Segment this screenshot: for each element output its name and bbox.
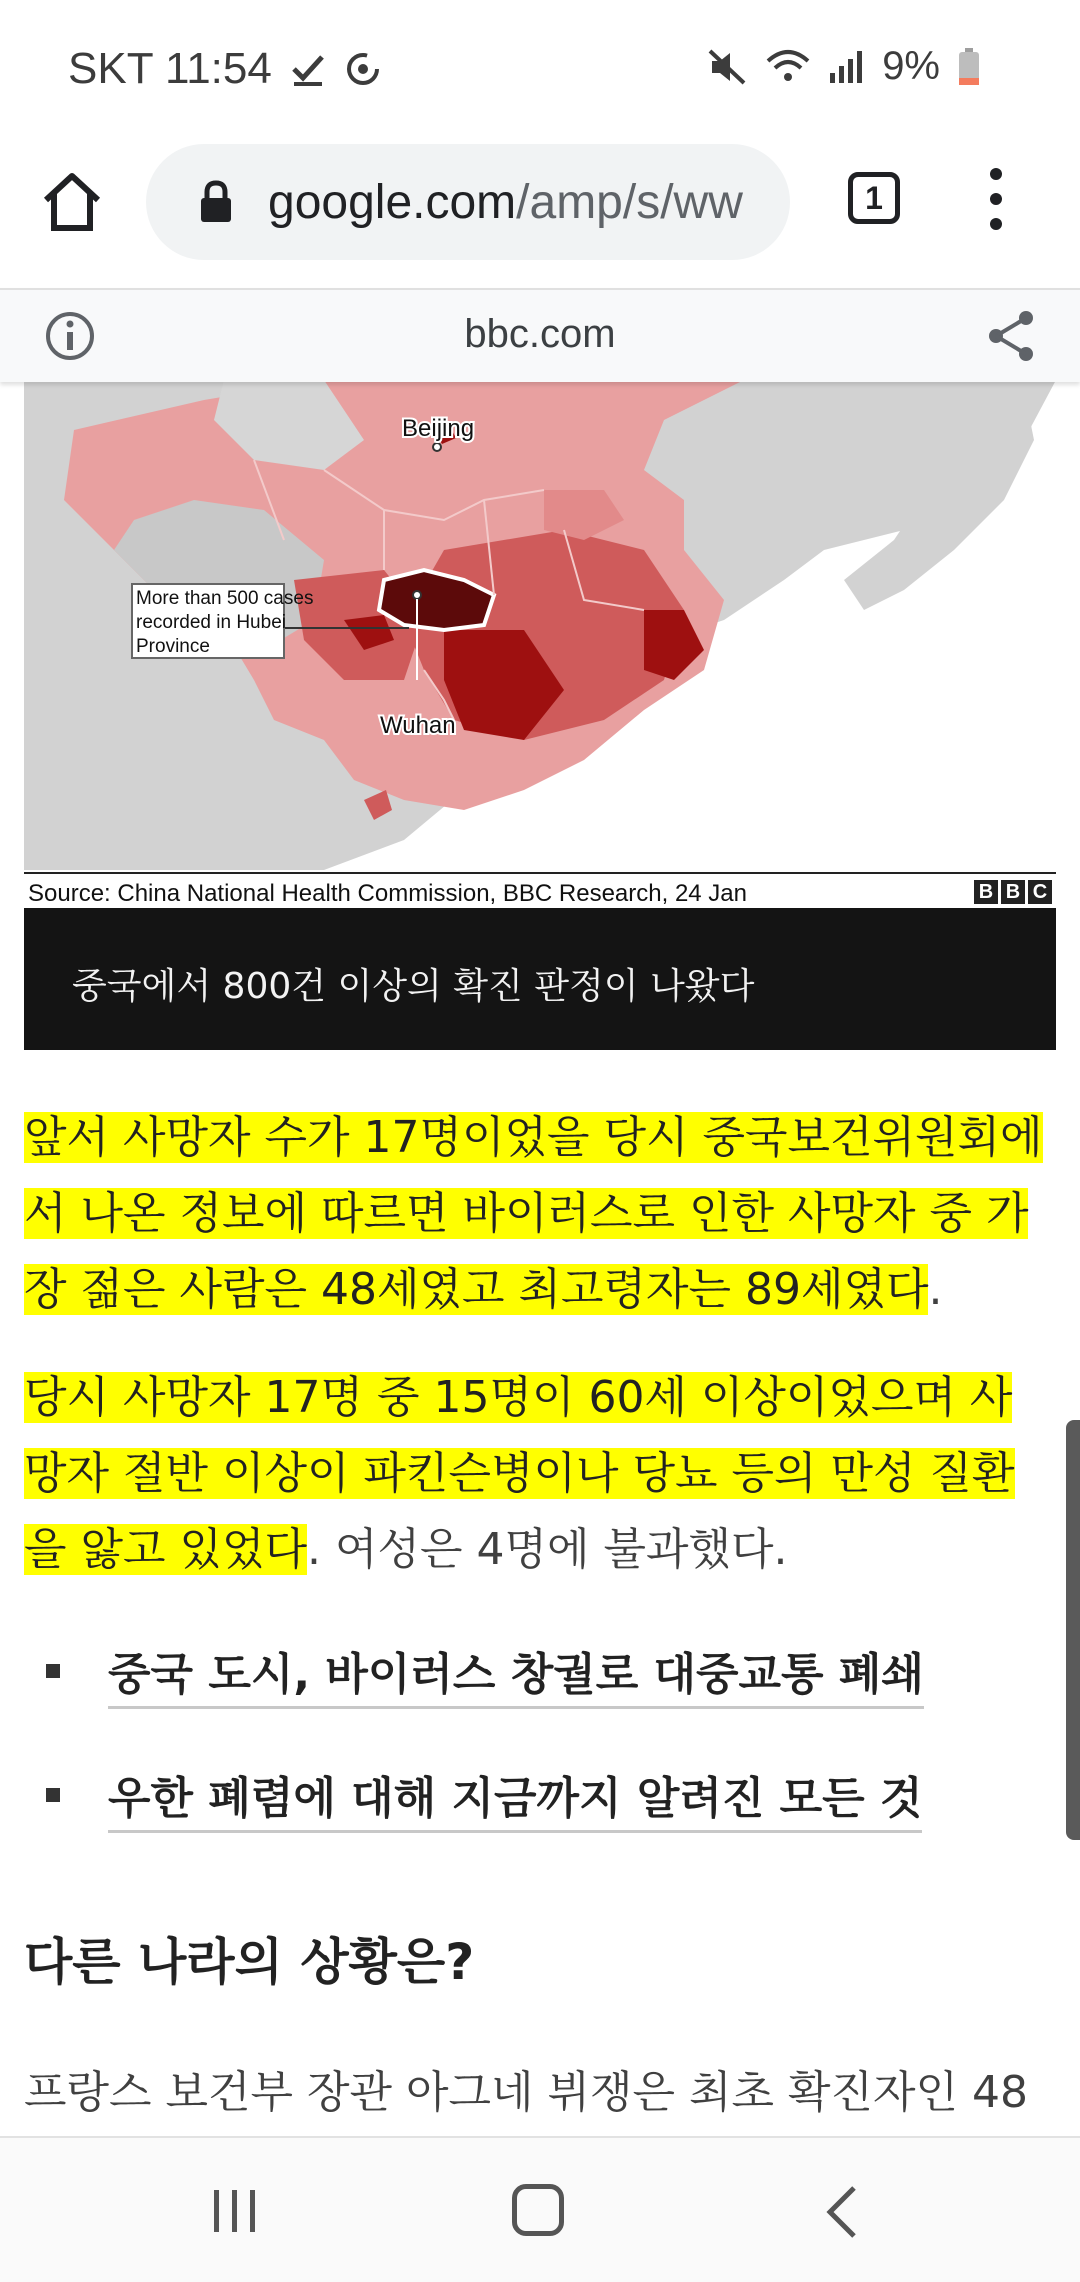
amp-domain[interactable]: bbc.com xyxy=(464,312,616,356)
amp-header-bar xyxy=(0,288,1080,382)
related-link-item xyxy=(24,1638,1044,1762)
related-links xyxy=(24,1638,1044,1886)
url-bar[interactable] xyxy=(146,144,790,260)
recent-apps-icon[interactable] xyxy=(210,2186,260,2236)
carrier-time: SKT 11:54 xyxy=(68,44,272,93)
callout-line: Province xyxy=(136,636,210,657)
paragraph-tail: . 여성은 4명에 불과했다. xyxy=(307,1524,788,1575)
sync-icon xyxy=(344,50,382,88)
system-nav-bar xyxy=(0,2136,1080,2282)
battery-percent: 9% xyxy=(882,44,940,88)
bbc-logo xyxy=(974,880,1052,904)
scrollbar-thumb[interactable] xyxy=(1066,1420,1080,1840)
paragraph-2 xyxy=(24,1360,1044,1588)
bbc-logo-letter: B xyxy=(1001,880,1025,904)
image-caption xyxy=(24,908,1056,1050)
signal-icon xyxy=(828,49,864,85)
paragraph-tail: . xyxy=(928,1264,943,1315)
source-text: Source: China National Health Commission, BBC Research, 24 Jan xyxy=(28,880,748,907)
status-bar xyxy=(0,0,1080,140)
url-text xyxy=(268,175,743,230)
wifi-icon xyxy=(766,49,810,85)
tab-switcher-button[interactable] xyxy=(848,172,900,224)
bullet-icon xyxy=(46,1664,60,1678)
wuhan-label: Wuhan xyxy=(380,712,456,739)
caption-text: 중국에서 800건 이상의 확진 판정이 나왔다 xyxy=(72,966,755,1007)
tab-count: 1 xyxy=(865,179,883,216)
bbc-logo-letter: B xyxy=(974,880,998,904)
share-icon[interactable] xyxy=(986,308,1036,364)
callout-line: recorded in Hubei xyxy=(136,612,286,633)
callout-line: More than 500 cases xyxy=(136,588,314,609)
browser-toolbar xyxy=(0,140,1080,288)
more-menu-icon[interactable] xyxy=(976,164,1016,234)
mute-icon xyxy=(708,49,748,85)
highlighted-text: 앞서 사망자 수가 17명이었을 당시 중국보건위원회에서 나온 정보에 따르면 바이러스로 인한 사망자 중 가장 젊은 사람은 48세였고 최고령자는 89세였다 xyxy=(24,1112,1043,1315)
related-link[interactable]: 우한 폐렴에 대해 지금까지 알려진 모든 것 xyxy=(108,1773,922,1833)
beijing-label: Beijing xyxy=(402,415,475,442)
lock-icon xyxy=(198,180,234,224)
section-heading: 다른 나라의 상황은? xyxy=(24,1933,475,1991)
source-line xyxy=(24,872,1056,910)
related-link[interactable]: 중국 도시, 바이러스 창궐로 대중교통 폐쇄 xyxy=(108,1649,924,1709)
home-nav-button[interactable] xyxy=(512,2184,564,2236)
bbc-logo-letter: C xyxy=(1028,880,1052,904)
wuhan-marker xyxy=(413,591,421,599)
url-domain: google.com xyxy=(268,175,517,229)
home-icon[interactable] xyxy=(40,170,104,234)
url-path: /amp/s/ww xyxy=(516,175,743,229)
back-icon[interactable] xyxy=(822,2182,862,2242)
china-map xyxy=(24,380,1056,870)
bullet-icon xyxy=(46,1788,60,1802)
paragraph-3: 프랑스 보건부 장관 아그네 뷔쟁은 최초 확진자인 48 xyxy=(24,2067,1028,2118)
article-body xyxy=(24,1100,1044,2120)
related-link-item xyxy=(24,1762,1044,1886)
highlighted-text: 당시 사망자 17명 중 15명이 60세 이상이었으며 사망자 절반 이상이 파킨슨병이나 당뇨 등의 만성 질환을 앓고 있었다 xyxy=(24,1372,1015,1575)
status-right xyxy=(708,44,980,89)
china-map-svg xyxy=(24,380,1056,870)
beijing-marker xyxy=(433,443,441,451)
paragraph-1 xyxy=(24,1100,1044,1328)
battery-icon xyxy=(958,48,980,86)
check-icon xyxy=(290,51,326,87)
status-left xyxy=(68,44,382,94)
